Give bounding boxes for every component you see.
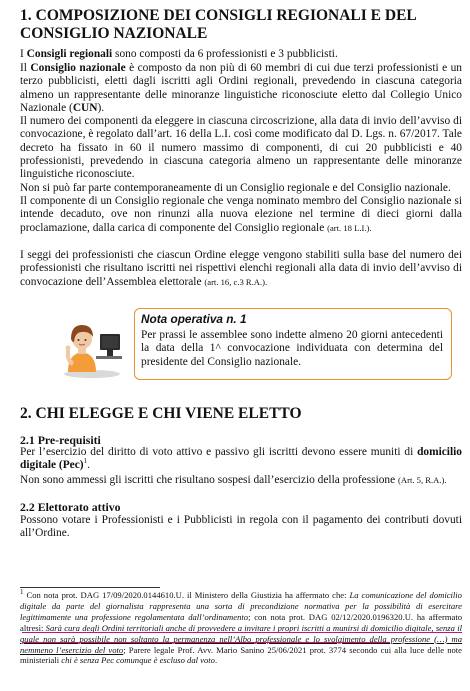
subsection-2-2-title: 2.2 Elettorato attivo [20,500,121,514]
footnote-separator [20,587,160,588]
note-title: Nota operativa n. 1 [141,312,247,326]
footnote-1 [20,590,462,666]
paragraph-consigli-regionali: I Consigli regionali sono composti da 6 professionisti e 3 pubblicisti. [20,48,338,60]
sospesi-text: Non sono ammessi gli iscritti che risultano sospesi dall’esercizio della professione [20,474,399,486]
footnote-reference[interactable]: 1 [83,457,88,466]
footnote-quote-1: La comunicazione del domicilio digitale da parte del giornalista rappresenta una sorta di precondizione normativa per la possibilità di esercitare legittimamente una professione regolamentata dall’ordinamento [20,590,462,622]
operational-note [62,308,462,384]
highlight-underline-2 [22,642,390,643]
footnote-quote-3: chi è senza Pec comunque è escluso dal voto [61,655,215,666]
paragraph-incompatibilita: Non si può far parte contemporaneamente di un Consiglio regionale e del Consiglio nazionale. [20,182,451,194]
highlight-underline-1 [22,632,462,633]
paragraph-consiglio-nazionale [20,62,462,115]
section-1-number: 1. [20,7,32,24]
domicilio-text: Per l’esercizio del diritto di voto attivo e passivo gli iscritti devono essere muniti di [20,446,418,458]
domicilio-end: . [87,459,90,472]
footnote-part-a: Con nota prot. DAG 17/09/2020.0144610.U. il Ministero della Giustizia ha affermato che: [23,590,350,600]
cun-term: CUN [72,101,98,114]
paragraph-domicilio-digitale [20,446,462,473]
paragraph-decadenza [20,195,462,235]
footnote-end: . [214,655,218,666]
section-2-number: 2. [20,405,32,422]
seggi-ref: (art. 16, c.3 R.A.). [204,276,268,287]
consigli-regionali-text: sono composti da 6 professionisti e 3 pubblicisti. [112,48,338,60]
sospesi-ref: (Art. 5, R.A.). [398,475,447,485]
consiglio-nazionale-end: ). [97,101,105,114]
decadenza-text: Il componente di un Consiglio regionale che venga nominato membro del Consiglio nazionale si intende decaduto, ove non rinunzi alla nuova elezione nel termine di dieci giorni dalla proclamazione, dalla carica di componente del Consiglio regionale [20,195,462,234]
seggi-text: I seggi dei professionisti che ciascun Ordine elegge vengono stabiliti sulla base del numero dei professionisti che risultano iscritti nei rispettivi elenchi regionali alla data di invio dell’avviso di convocazione dell’Assemblea elettorale [20,249,462,288]
footnote-part-e: ; Parere legale Prof. Avv. Mario Sanino 25/06/2021 prot. 3774 secondo cui alla luce delle note ministeriali [20,644,462,666]
footnote-quote-2: Sarà cura degli Ordini territoriali anche di provvedere a invitare i propri iscritti a munirsi di domicilio digitale, senza il quale non sarà possibile non soltanto la permanenza nell’Albo professionale e lo svolgimento della professione (…) ma nemmeno l’esercizio del voto [20,622,462,655]
domicilio-term: domicilio digitale (Pec) [20,446,462,472]
consiglio-nazionale-lead: Il [20,62,31,74]
paragraph-seggi [20,249,462,289]
paragraph-numero-componenti: Il numero dei componenti da eleggere in ciascuna circoscrizione, alla data di invio dell’avviso di convocazione, è regolato dall’art. 16 della L.I. così come modificato dal D. Lgs. n. 67/2017. Tale decreto ha fissato in 60 il numero massimo di componenti, di cui 20 pubblicisti e 40 professionisti, prevedendo in ciascuna categoria almeno un rappresentante delle minoranze linguistiche riconosciute. [20,115,462,181]
section-1-title: COMPOSIZIONE DEI CONSIGLI REGIONALI E DEL CONSIGLIO NAZIONALE [20,7,416,42]
section-2-title: CHI ELEGGE E CHI VIENE ELETTO [35,405,302,422]
decadenza-ref: (art. 18 L.I.). [327,222,372,233]
consigli-regionali-term: Consigli regionali [26,48,113,60]
section-2-heading [20,405,302,423]
woman-at-computer-icon [62,314,122,378]
section-1-heading [20,7,460,43]
footnote-marker: 1 [20,588,24,597]
consiglio-nazionale-term: Consiglio nazionale [30,62,126,74]
paragraph-elettorato-attivo: Possono votare i Professionisti e i Pubblicisti in regola con il pagamento dei contributi dovuti all’Ordine. [20,514,462,540]
subsection-2-1-title: 2.1 Pre-requisiti [20,433,101,447]
note-box [134,308,452,380]
paragraph-sospesi [20,474,462,487]
consiglio-nazionale-text: è composto da non più di 60 membri di cui due terzi professionisti e un terzo pubblicisti, eletti dagli iscritti agli Ordini regionali, prevedendo in ciascuna categoria almeno un rappresentante delle minoranze linguistiche riconosciute eletto dal Collegio Unico Nazionale ( [20,62,462,114]
footnote-part-c: ; con nota prot. DAG 02/12/2020.0196320.U. ha affermato altresì: [20,611,463,633]
note-text: Per prassi le assemblee sono indette almeno 20 giorni antecedenti la data della 1^ convocazione individuata con determina del presidente del Consiglio nazionale. [141,329,443,368]
